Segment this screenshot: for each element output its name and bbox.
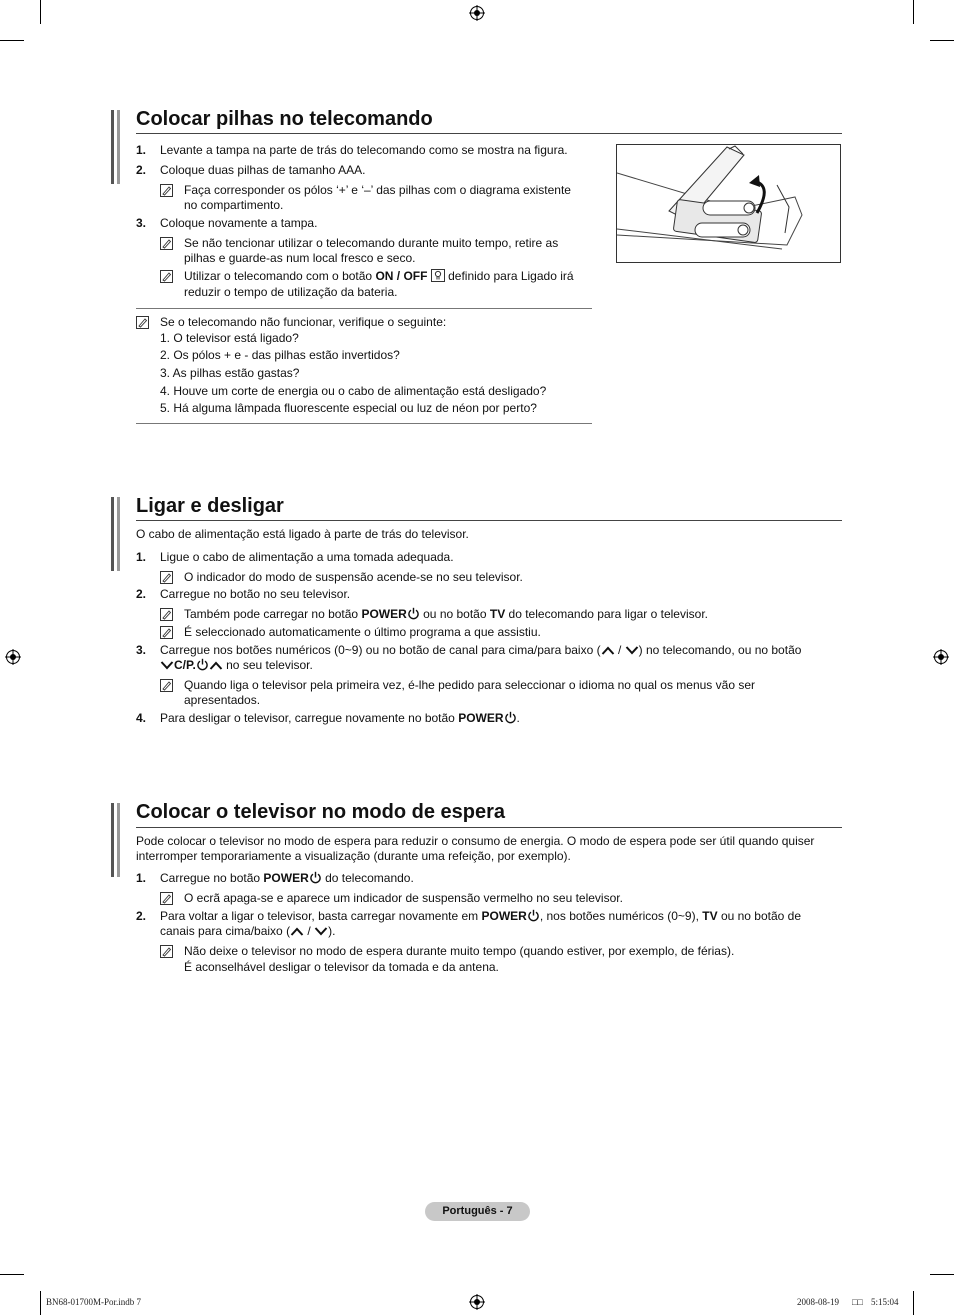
check-item: 3. As pilhas estão gastas? [160, 366, 300, 380]
step-text: Para voltar a ligar o televisor, basta carregar novamente em POWER , nos botões numéricos (0~9), TV ou no botão de [160, 909, 802, 923]
step-text: canais para cima/baixo ( / ). [160, 924, 336, 938]
note-icon [160, 608, 173, 621]
step-text: Ligue o cabo de alimentação a uma tomada adequada. [160, 550, 454, 564]
step-number: 3. [136, 643, 147, 657]
section-rule [136, 520, 842, 521]
remote-battery-illustration [616, 144, 841, 263]
crop-mark [930, 1274, 954, 1275]
footer-date: 2008-08-19 [797, 1297, 839, 1307]
note-text: reduzir o tempo de utilização da bateria. [184, 285, 398, 299]
check-item: 2. Os pólos + e - das pilhas estão invertidos? [160, 348, 400, 362]
intro-text: O cabo de alimentação está ligado à parte de trás do televisor. [136, 527, 469, 541]
note-text: Faça corresponder os pólos ‘+’ e ‘–’ das pilhas com o diagrama existente [184, 183, 571, 197]
section-bar [117, 110, 120, 184]
crop-mark [930, 40, 954, 41]
section-title: Ligar e desligar [136, 495, 284, 517]
step-number: 3. [136, 216, 147, 230]
section-rule [136, 827, 842, 828]
note-text: no compartimento. [184, 198, 284, 212]
power-icon [504, 711, 517, 724]
note-icon [160, 571, 173, 584]
chevron-up-icon [601, 645, 615, 656]
note-text: Utilizar o telecomando com o botão ON / OFF definido para Ligado irá [184, 269, 574, 283]
registration-mark-icon [469, 1294, 485, 1310]
step-number: 4. [136, 711, 147, 725]
note-text: É seleccionado automaticamente o último programa a que assistiu. [184, 625, 541, 639]
page-number-label: Português - 7 [425, 1202, 530, 1221]
step-text: Carregue no botão POWER do telecomando. [160, 871, 414, 885]
section-bar [111, 497, 114, 571]
intro-text: Pode colocar o televisor no modo de espera para reduzir o consumo de energia. O modo de espera pode ser útil quando quiser [136, 834, 815, 848]
chevron-down-icon [625, 645, 639, 656]
step-number: 1. [136, 143, 147, 157]
registration-mark-icon [469, 5, 485, 21]
step-text: Levante a tampa na parte de trás do telecomando como se mostra na figura. [160, 143, 568, 157]
note-text: O ecrã apaga-se e aparece um indicador de suspensão vermelho no seu televisor. [184, 891, 623, 905]
crop-mark [40, 1291, 41, 1315]
crop-mark [0, 1274, 24, 1275]
note-icon [160, 679, 173, 692]
chevron-down-icon [160, 660, 174, 671]
note-text: Quando liga o televisor pela primeira vez, é-lhe pedido para seleccionar o idioma no qual os menus vão ser [184, 678, 755, 692]
note-text: O indicador do modo de suspensão acende-se no seu televisor. [184, 570, 523, 584]
section-bar [111, 110, 114, 184]
step-text: Coloque novamente a tampa. [160, 216, 318, 230]
power-icon [407, 607, 420, 620]
divider [136, 423, 592, 424]
footer-time: 5:15:04 [871, 1297, 899, 1307]
crop-mark [913, 0, 914, 24]
section-title: Colocar o televisor no modo de espera [136, 801, 505, 823]
light-bulb-icon [431, 269, 445, 282]
step-number: 2. [136, 163, 147, 177]
chevron-down-icon [314, 926, 328, 937]
note-icon [136, 316, 149, 329]
note-icon [160, 892, 173, 905]
step-number: 2. [136, 587, 147, 601]
step-number: 1. [136, 550, 147, 564]
footer-file: BN68-01700M-Por.indb 7 [46, 1297, 142, 1307]
step-number: 1. [136, 871, 147, 885]
check-item: 5. Há alguma lâmpada fluorescente especial ou luz de néon por perto? [160, 401, 537, 415]
power-icon [196, 658, 209, 671]
check-intro: Se o telecomando não funcionar, verifique o seguinte: [160, 315, 447, 329]
note-text: apresentados. [184, 693, 261, 707]
registration-mark-icon [933, 649, 949, 665]
check-item: 1. O televisor está ligado? [160, 331, 299, 345]
step-number: 2. [136, 909, 147, 923]
divider [136, 308, 592, 309]
step-text: Carregue nos botões numéricos (0~9) ou no botão de canal para cima/para baixo ( / ) no telecomando, ou no botão [160, 643, 802, 657]
note-icon [160, 184, 173, 197]
power-icon [527, 909, 540, 922]
section-rule [136, 133, 842, 134]
note-text: pilhas e guarde-as num local fresco e seco. [184, 251, 416, 265]
crop-mark [40, 0, 41, 24]
note-icon [160, 237, 173, 250]
note-icon [160, 270, 173, 283]
chevron-up-icon [290, 926, 304, 937]
step-text: Para desligar o televisor, carregue novamente no botão POWER . [160, 711, 520, 725]
step-text: C/P. no seu televisor. [160, 658, 313, 673]
note-icon [160, 945, 173, 958]
section-title: Colocar pilhas no telecomando [136, 108, 433, 130]
chevron-up-icon [209, 660, 223, 671]
crop-mark [0, 40, 24, 41]
step-text: Coloque duas pilhas de tamanho AAA. [160, 163, 366, 177]
section-bar [111, 803, 114, 877]
note-text: Também pode carregar no botão POWER ou no botão TV do telecomando para ligar o televisor. [184, 607, 708, 621]
registration-mark-icon [5, 649, 21, 665]
crop-mark [913, 1291, 914, 1315]
footer-boxes: □□ [852, 1297, 863, 1307]
note-text: Não deixe o televisor no modo de espera durante muito tempo (quando estiver, por exemplo, de férias). [184, 944, 735, 958]
power-icon [309, 871, 322, 884]
step-text: Carregue no botão no seu televisor. [160, 587, 351, 601]
note-text: Se não tencionar utilizar o telecomando durante muito tempo, retire as [184, 236, 559, 250]
note-icon [160, 626, 173, 639]
intro-text: interromper temporariamente a visualização (durante uma refeição, por exemplo). [136, 849, 571, 863]
check-item: 4. Houve um corte de energia ou o cabo de alimentação está desligado? [160, 384, 547, 398]
note-text: É aconselhável desligar o televisor da tomada e da antena. [184, 960, 499, 974]
section-bar [117, 497, 120, 571]
section-bar [117, 803, 120, 877]
